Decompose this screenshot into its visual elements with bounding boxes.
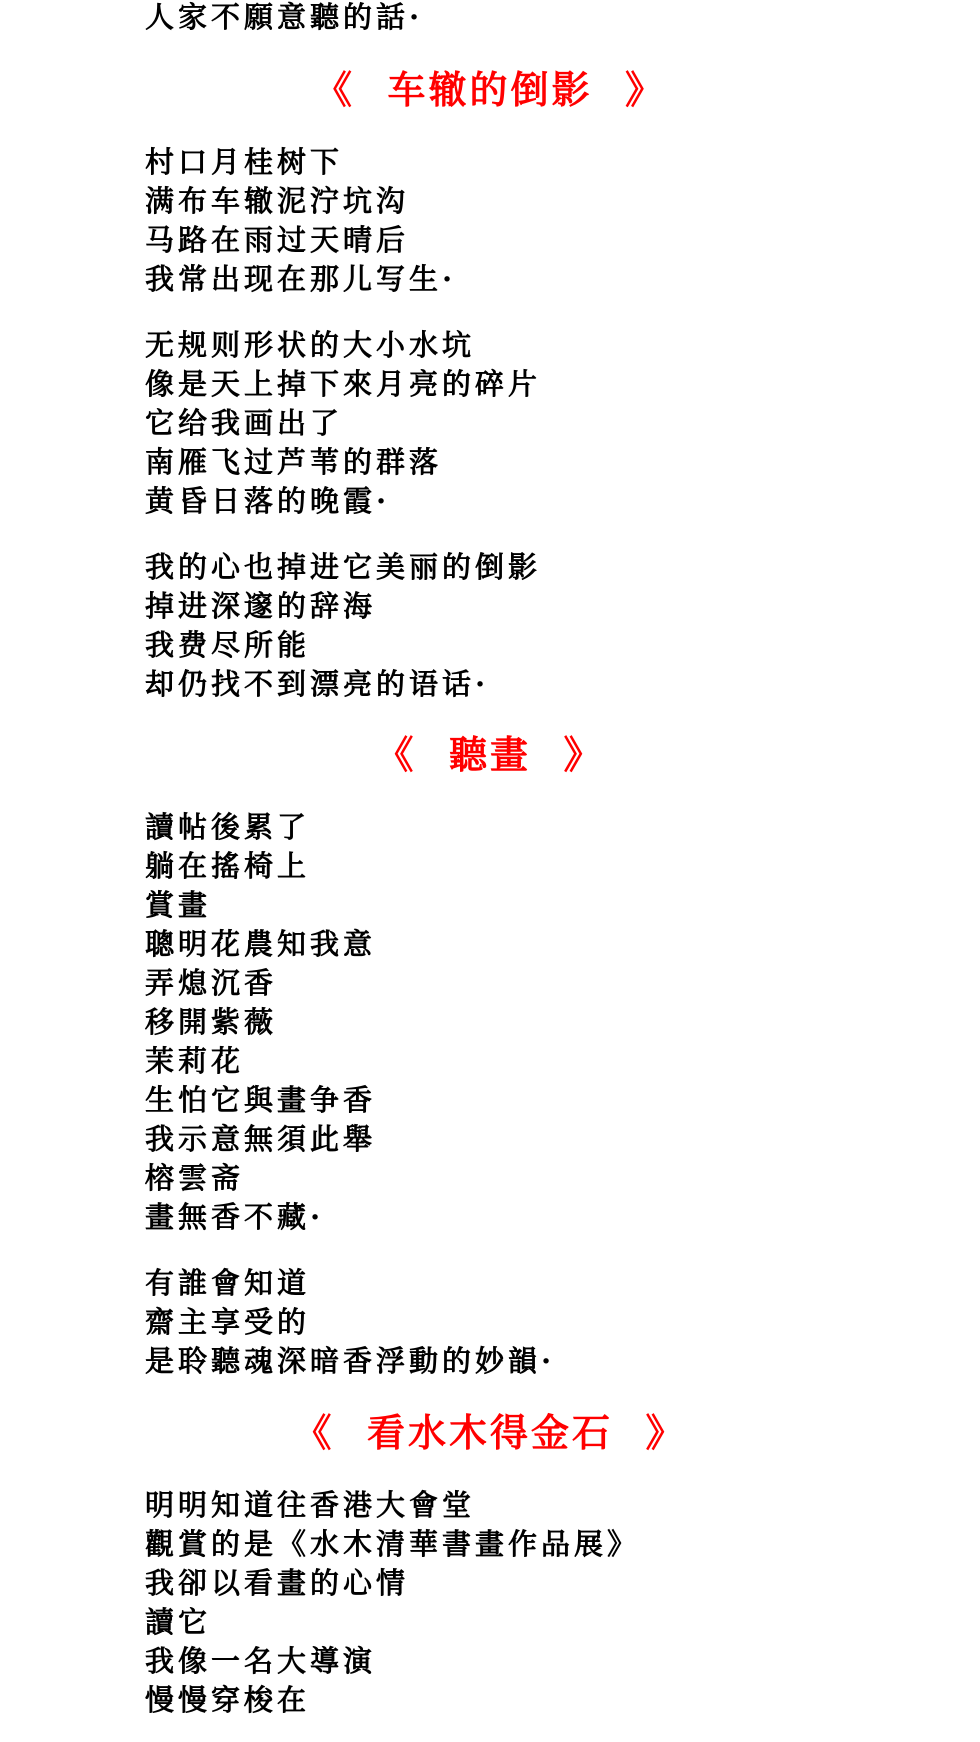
poem-line: 马路在雨过天晴后 [145, 223, 410, 257]
poem-line: 我的心也掉进它美丽的倒影 [145, 550, 542, 584]
poem-line: 讀它 [145, 1605, 212, 1639]
poem-line: 賞畫 [145, 888, 212, 922]
poem-line: 讀帖後累了 [145, 810, 311, 844]
poem-line: 明明知道往香港大會堂 [145, 1488, 476, 1522]
poem-line: 黄昏日落的晚霞· [145, 484, 391, 518]
poem-title: 《 看水木得金石 》 [293, 1410, 687, 1455]
poem-line: 慢慢穿梭在 [145, 1683, 311, 1717]
poem-line: 我常出现在那儿写生· [145, 262, 457, 296]
poem-line: 南雁飞过芦苇的群落 [145, 445, 443, 479]
poem-line: 满布车辙泥泞坑沟 [145, 184, 410, 218]
poem-title: 《 车辙的倒影 》 [314, 67, 666, 112]
poem-line: 我示意無須此舉 [145, 1122, 377, 1156]
poem-line: 我卻以看畫的心情 [145, 1566, 410, 1600]
poem-line: 无规则形状的大小水坑 [145, 328, 476, 362]
poem-line: 掉进深邃的辞海 [145, 589, 377, 623]
poem-line: 人家不願意聽的話· [145, 0, 424, 34]
poem-line: 它给我画出了 [145, 406, 344, 440]
poem-line: 我费尽所能 [145, 628, 311, 662]
poem-line: 我像一名大導演 [145, 1644, 377, 1678]
poem-title: 《 聽畫 》 [375, 732, 605, 777]
poem-line: 村口月桂树下 [145, 145, 344, 179]
poem-line: 弄熄沉香 [145, 966, 278, 1000]
poem-line: 茉莉花 [145, 1044, 245, 1078]
poem-line: 像是天上掉下來月亮的碎片 [145, 367, 542, 401]
poem-line: 齋主享受的 [145, 1305, 311, 1339]
poem-line: 移開紫薇 [145, 1005, 278, 1039]
poem-line: 聰明花農知我意 [145, 927, 377, 961]
poem-line: 觀賞的是《水木清華書畫作品展》 [145, 1527, 641, 1561]
poem-line: 是聆聽魂深暗香浮動的妙韻· [145, 1344, 556, 1378]
poem-line: 躺在搖椅上 [145, 849, 311, 883]
poem-line: 榕雲斋 [145, 1161, 245, 1195]
poem-line: 畫無香不藏· [145, 1200, 325, 1234]
poem-line: 却仍找不到漂亮的语话· [145, 667, 490, 701]
poem-line: 生怕它與畫争香 [145, 1083, 377, 1117]
poem-line: 有誰會知道 [145, 1266, 311, 1300]
